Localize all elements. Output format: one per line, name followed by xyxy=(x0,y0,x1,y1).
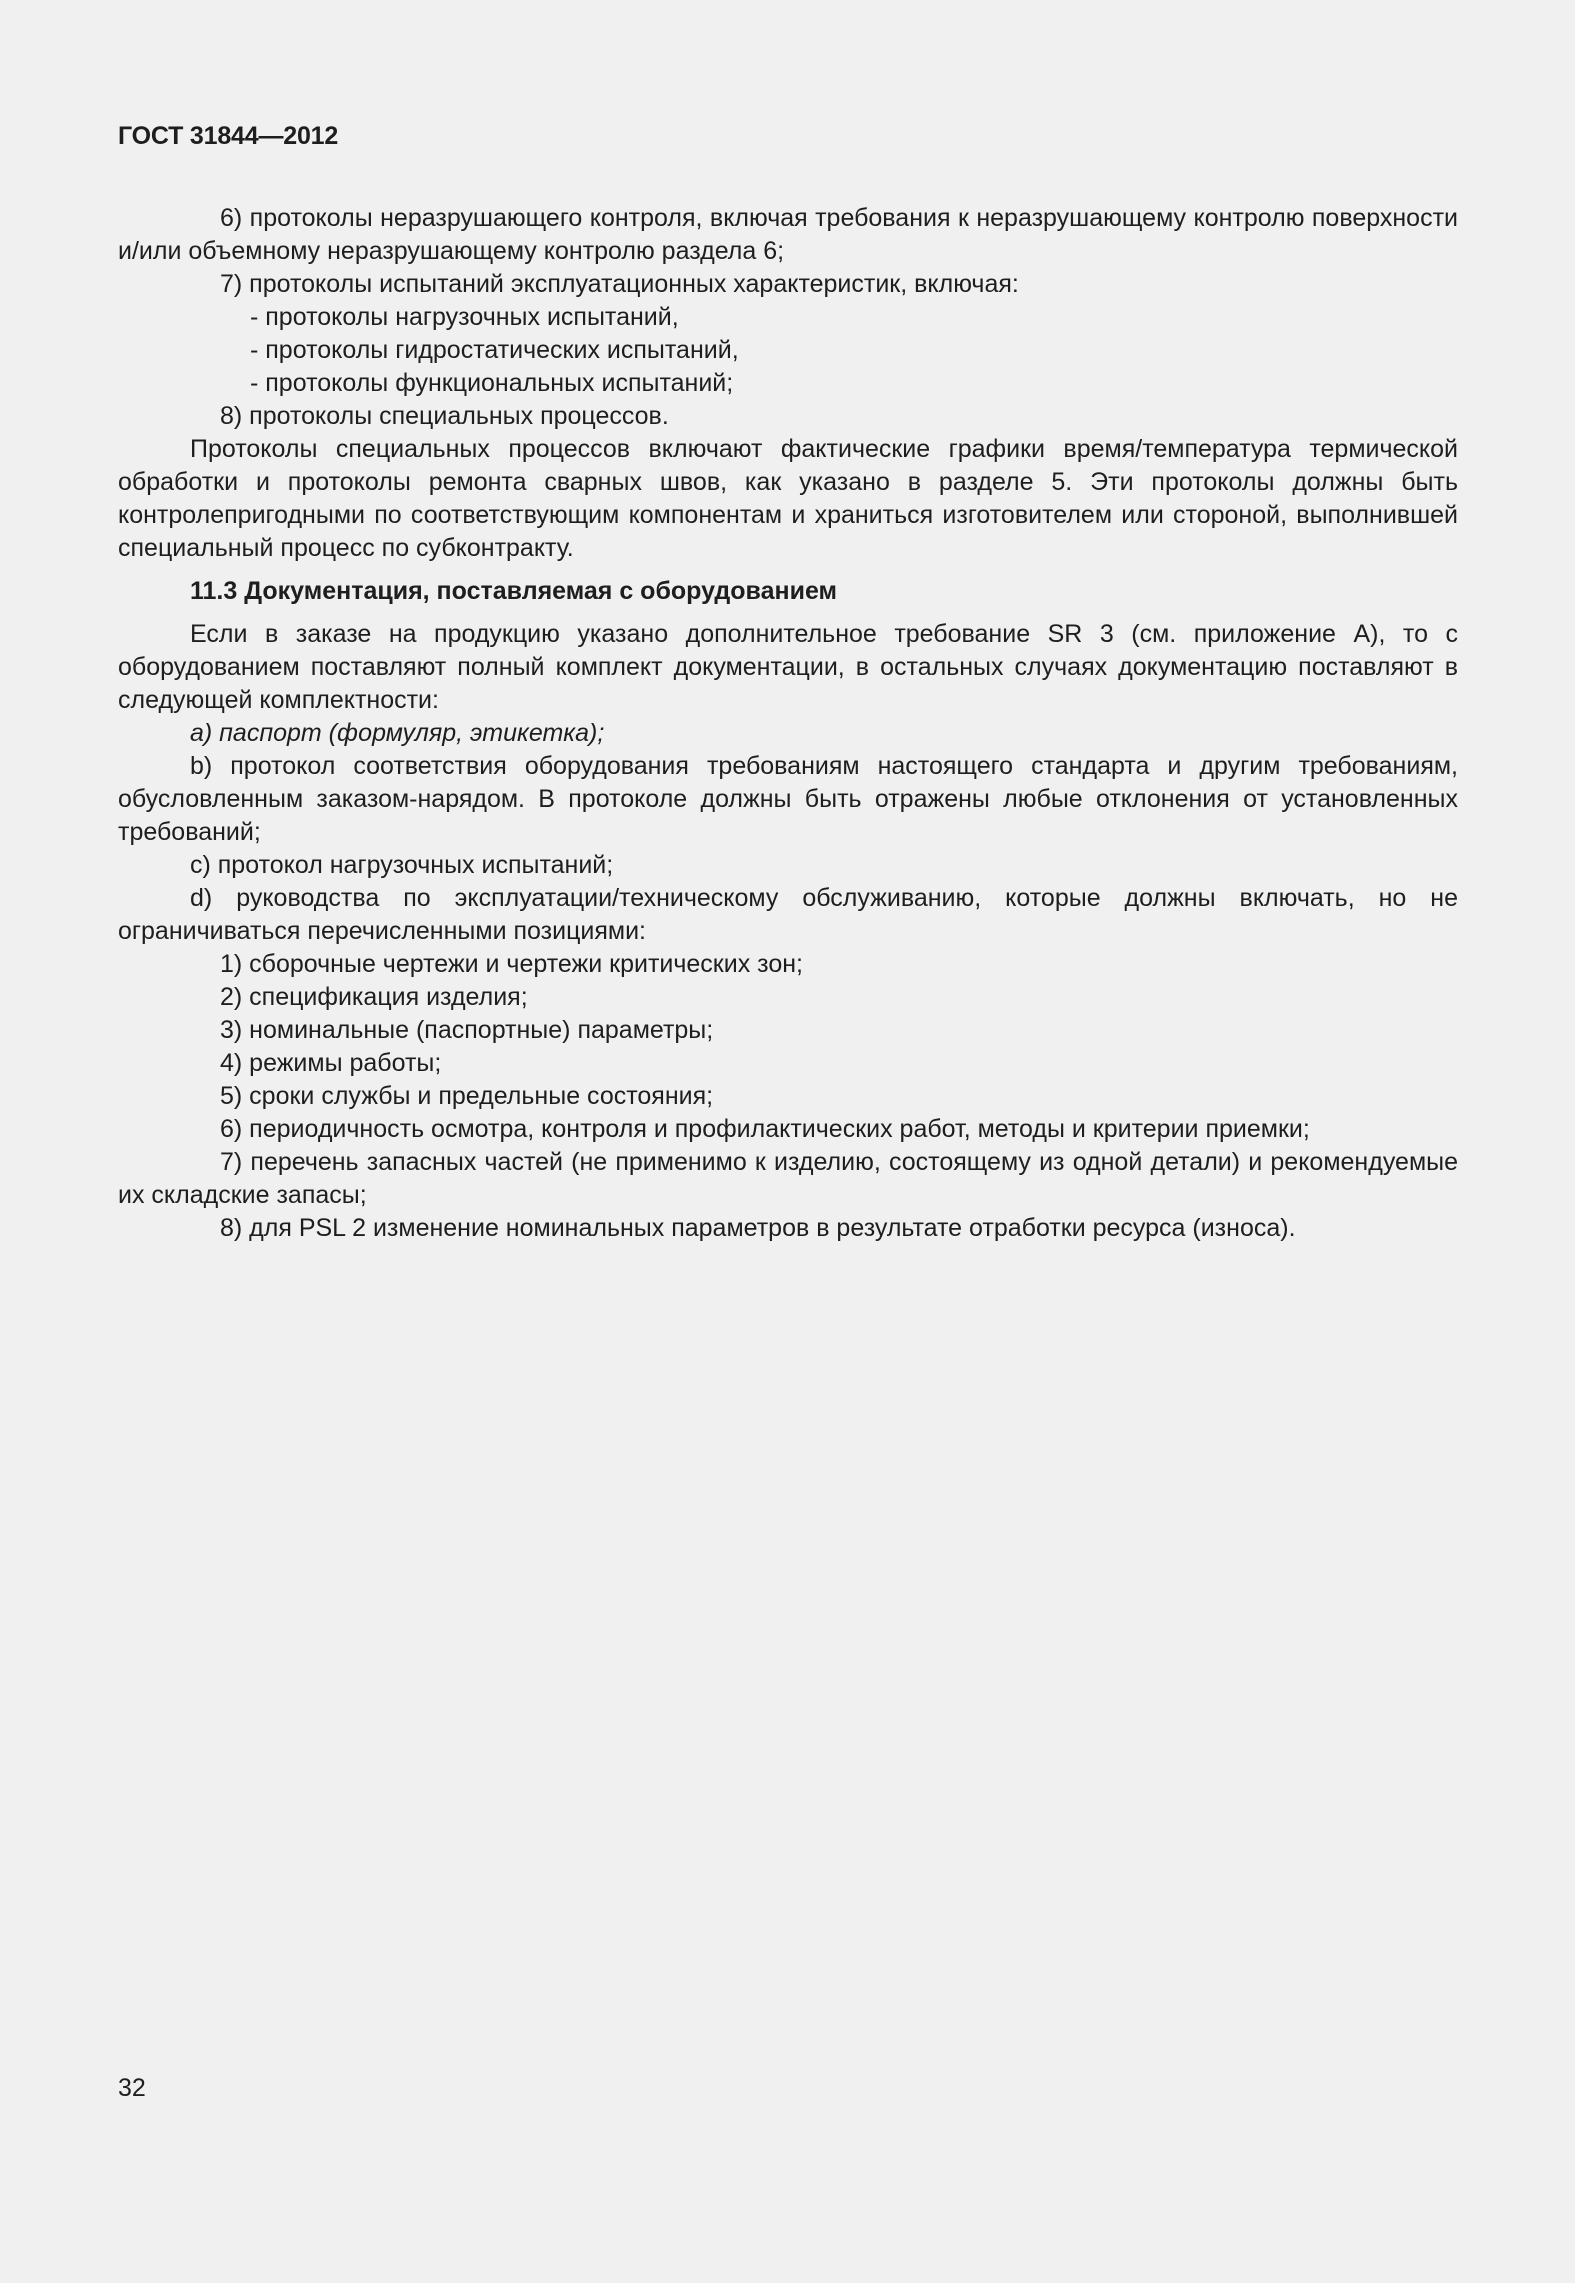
list-item: 6) периодичность осмотра, контроля и профилактических работ, методы и критерии приемки; xyxy=(220,1115,1310,1143)
body-paragraph: Если в заказе на продукцию указано дополнительное требование SR 3 (см. приложение А), то с оборудованием поставляют полный комплект документации, в остальных случаях документацию поставляют в следующей комплектности: xyxy=(118,620,1458,714)
list-item: b) протокол соответствия оборудования требованиям настоящего стандарта и другим требованиям, обусловленным заказом-нарядом. В протоколе должны быть отражены любые отклонения от установленных требований; xyxy=(118,752,1458,846)
document-title: ГОСТ 31844—2012 xyxy=(118,122,339,150)
list-item: c) протокол нагрузочных испытаний; xyxy=(190,851,614,879)
body-paragraph: Протоколы специальных процессов включают фактические графики время/температура термической обработки и протоколы ремонта сварных швов, как указано в разделе 5. Эти протоколы должны быть контролепригодными по соответствующим компонентам и храниться изготовителем или стороной, выполнившей специальный процесс по субконтракту. xyxy=(118,435,1458,562)
list-item: 7) перечень запасных частей (не применимо к изделию, состоящему из одной детали) и рекомендуемые их складские запасы; xyxy=(118,1148,1458,1209)
section-heading: 11.3 Документация, поставляемая с оборудованием xyxy=(190,577,838,605)
list-item: 6) протоколы неразрушающего контроля, включая требования к неразрушающему контролю поверхности и/или объемному неразрушающему контролю раздела 6; xyxy=(118,204,1458,265)
list-item: 2) спецификация изделия; xyxy=(220,983,528,1011)
sub-list-item: - протоколы гидростатических испытаний, xyxy=(250,336,739,364)
list-item: d) руководства по эксплуатации/техническому обслуживанию, которые должны включать, но не ограничиваться перечисленными позициями: xyxy=(118,884,1458,945)
list-item: 1) сборочные чертежи и чертежи критических зон; xyxy=(220,950,803,978)
list-item: 7) протоколы испытаний эксплуатационных характеристик, включая: xyxy=(220,270,1019,298)
sub-list-item: - протоколы нагрузочных испытаний, xyxy=(250,303,679,331)
list-item: 8) протоколы специальных процессов. xyxy=(220,402,669,430)
sub-list-item: - протоколы функциональных испытаний; xyxy=(250,369,734,397)
list-item: 5) сроки службы и предельные состояния; xyxy=(220,1082,714,1110)
page-number: 32 xyxy=(118,2074,146,2102)
page-body xyxy=(118,202,1458,1245)
list-item: 8) для PSL 2 изменение номинальных параметров в результате отработки ресурса (износа). xyxy=(220,1214,1296,1242)
list-item: 4) режимы работы; xyxy=(220,1049,442,1077)
list-item: 3) номинальные (паспортные) параметры; xyxy=(220,1016,714,1044)
list-item: а) паспорт (формуляр, этикетка); xyxy=(190,719,605,747)
